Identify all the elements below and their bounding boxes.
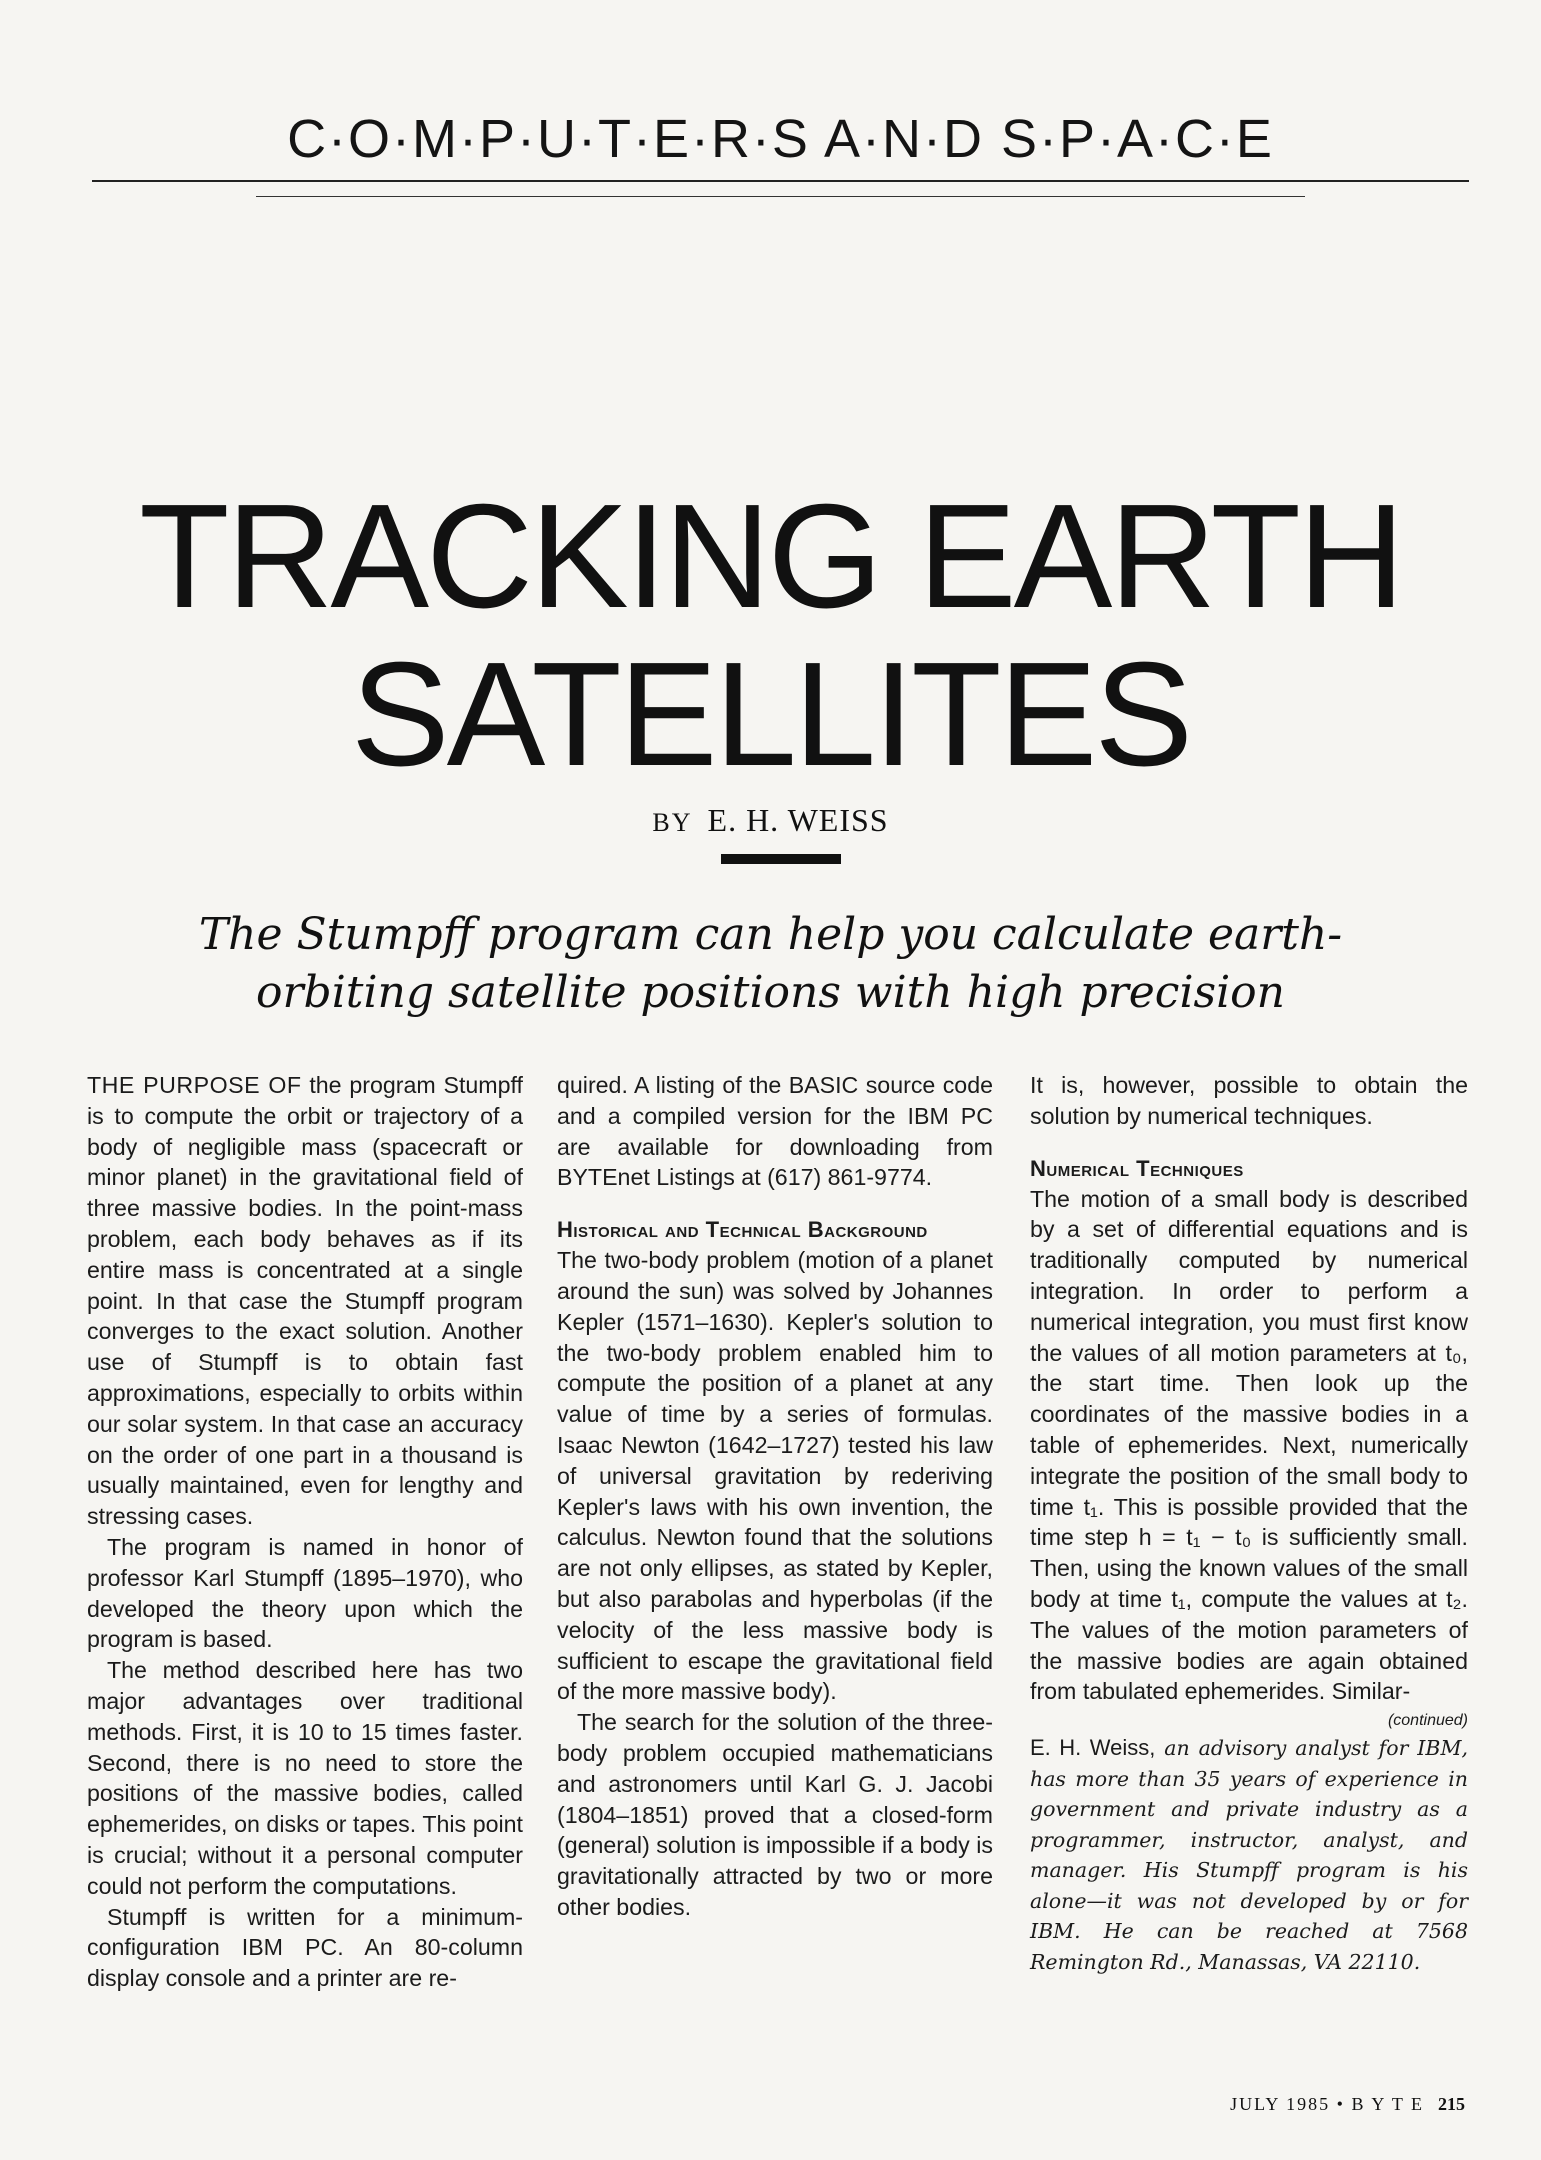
bio-text: an advisory analyst for IBM, has more than 35 years of experience in government and private industry as a programmer, instructor, analyst, and manager. His Stumpff program is his alone—it was not developed by or for IBM. He can be reached at 7568 Remington Rd., Manassas, VA 22110.: [1030, 1736, 1468, 1974]
paragraph: The motion of a small body is described by a set of differential equations and is traditionally computed by numerical integration. In order to perform a numerical integration, you must first know the values of all motion parameters at t₀, the start time. Then look up the coordinates of the massive bodies in a table of ephemerides. Next, numerically integrate the position of the small body to time t₁. This is possible provided that the time step h = t₁ − t₀ is sufficiently small. Then, using the known values of the small body at time t₁, compute the values at t₂. The values of the motion parameters of the massive bodies are again obtained from tabulated ephemerides. Similar-: [1030, 1185, 1468, 1705]
title-line-2: SATELLITES: [350, 632, 1191, 797]
byline-by: BY: [652, 808, 693, 837]
footer-issue: JULY 1985 • B Y T E: [1230, 2094, 1424, 2114]
column-1: [87, 1070, 523, 1994]
spacer: [1030, 1132, 1468, 1154]
paragraph: The method described here has two major advantages over traditional methods. First, it is 10 to 15 times faster. Second, there is no need to store the positions of the massive bodies, called ephemerides, on disks or tapes. This point is crucial; without it a personal computer could not perform the computations.: [87, 1657, 523, 1899]
paragraph: It is, however, possible to obtain the solution by numerical techniques.: [1030, 1072, 1468, 1129]
bio-name: E. H. Weiss,: [1030, 1735, 1156, 1761]
paragraph: The two-body problem (motion of a planet around the sun) was solved by Johannes Kepler (1571–1630). Kepler's solution to the two-body problem enabled him to compute the position of a planet at any value of time by a series of formulas. Isaac Newton (1642–1727) tested his law of universal gravitation by rederiving Kepler's laws with his own invention, the calculus. Newton found that the solutions are not only ellipses, as stated by Kepler, but also parabolas and hyperbolas (if the velocity of the less massive body is sufficient to escape the gravitational field of the more massive body).: [557, 1247, 993, 1705]
column-2: [557, 1070, 993, 1923]
article-title: [0, 474, 1541, 797]
byline-divider: [721, 854, 841, 864]
section-header: C·O·M·P·U·T·E·R·S A·N·D S·P·A·C·E: [287, 109, 1274, 169]
header-rule-thick: [92, 180, 1469, 182]
article-deck: The Stumpff program can help you calculate earth-orbiting satellite positions with high precision: [198, 909, 1343, 1018]
paragraph: Stumpff is written for a minimum-configuration IBM PC. An 80-column display console and a printer are re-: [87, 1903, 523, 1992]
header-rule-thin: [256, 196, 1305, 197]
byline-author: E. H. WEISS: [707, 802, 889, 838]
byline: [0, 802, 1541, 839]
page-footer: [1230, 2094, 1465, 2115]
title-line-1: TRACKING EARTH: [139, 474, 1402, 639]
paragraph: The search for the solution of the three-body problem occupied mathematicians and astronomers until Karl G. J. Jacobi (1804–1851) proved that a closed-form (general) solution is impossible if a body is gravitationally attracted by two or more other bodies.: [557, 1709, 993, 1920]
subheading-numerical: Numerical Techniques: [1030, 1155, 1244, 1181]
paragraph: The program is named in honor of professor Karl Stumpff (1895–1970), who developed the theory upon which the program is based.: [87, 1533, 523, 1653]
spacer: [557, 1193, 993, 1215]
page-number: 215: [1438, 2094, 1465, 2114]
paragraph: quired. A listing of the BASIC source code and a compiled version for the IBM PC are available for downloading from BYTEnet Listings at (617) 861-9774.: [557, 1072, 993, 1191]
subheading-historical: Historical and Technical Background: [557, 1217, 928, 1243]
lead-in: THE PURPOSE OF: [87, 1072, 302, 1098]
author-bio: [1030, 1733, 1468, 1977]
continued-note: (continued): [1387, 1712, 1468, 1730]
paragraph: [87, 1070, 523, 1532]
column-3: [1030, 1070, 1468, 1977]
paragraph-text: the program Stumpff is to compute the orbit or trajectory of a body of negligible mass (spacecraft or minor planet) in the gravitational field of three massive bodies. In the point-mass problem, each body behaves as if its entire mass is concentrated at a single point. In that case the Stumpff program converges to the exact solution. Another use of Stumpff is to obtain fast approximations, especially to orbits within our solar system. In that case an accuracy on the order of one part in a thousand is usually maintained, even for lengthy and stressing cases.: [87, 1072, 523, 1530]
